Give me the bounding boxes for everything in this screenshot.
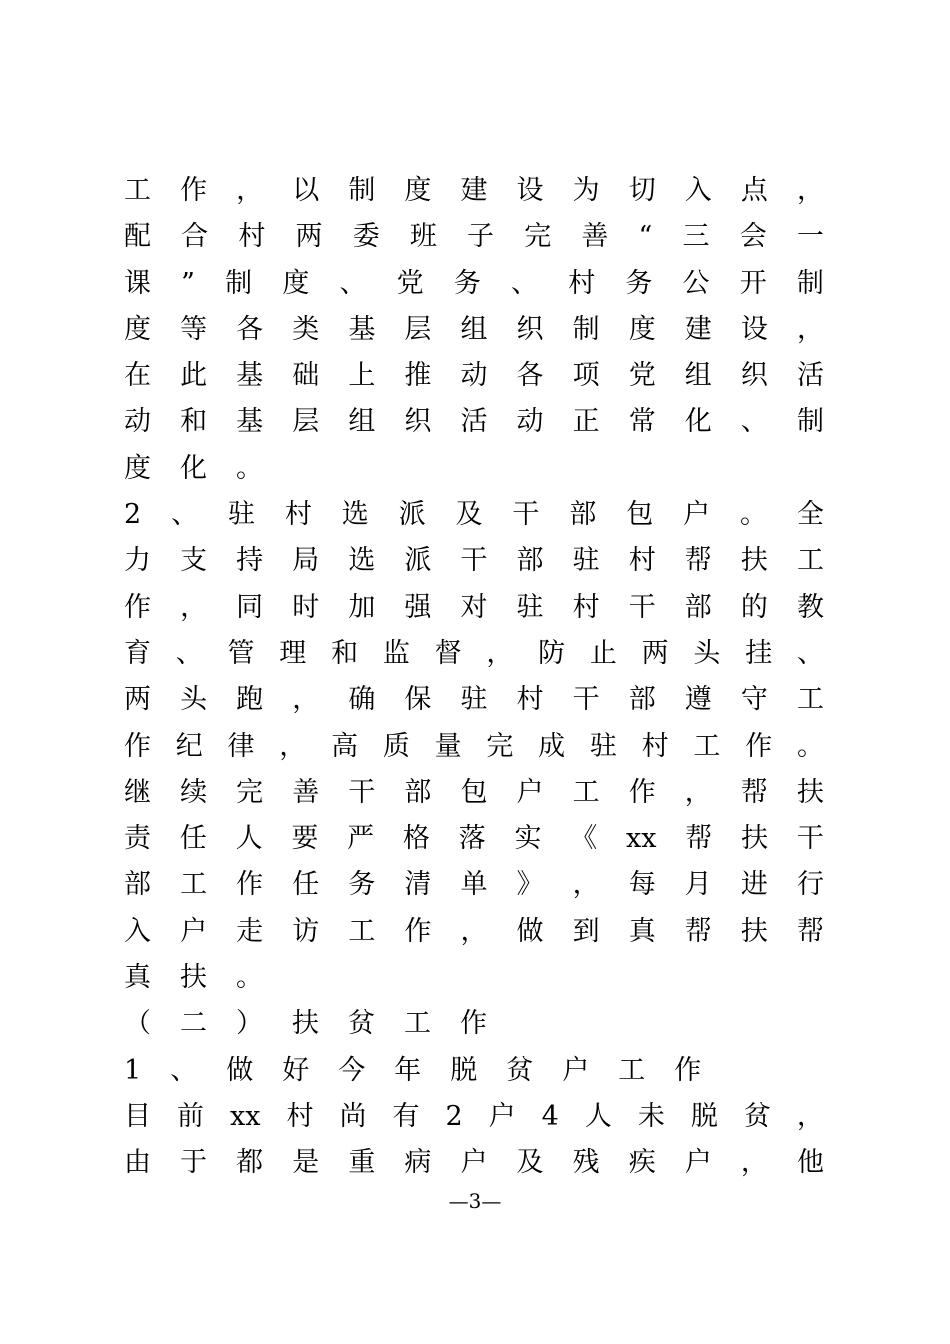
text-glyph: 户 [516, 776, 544, 808]
text-glyph: 务 [625, 267, 653, 299]
text-glyph: 设 [516, 175, 544, 206]
text-glyph: 理 [279, 637, 307, 669]
text-glyph: 层 [292, 406, 320, 438]
text-glyph: 组 [348, 406, 376, 438]
text-glyph: 子 [467, 221, 495, 253]
text-line [124, 724, 824, 770]
text-glyph: 推 [404, 360, 432, 392]
text-glyph: 合 [181, 221, 209, 253]
text-glyph: 作 [628, 776, 656, 808]
text-glyph: 教 [796, 591, 824, 623]
text-glyph: 干 [348, 776, 376, 808]
text-glyph: 防 [538, 637, 566, 669]
text-glyph: 贫 [348, 1008, 375, 1040]
text-glyph: 户 [180, 915, 208, 947]
text-glyph: ， [460, 915, 488, 947]
text-glyph: 帮 [685, 823, 713, 855]
text-glyph: 、 [171, 499, 199, 531]
text-glyph: 、 [511, 267, 539, 299]
text-glyph: 4 [541, 1100, 559, 1132]
text-glyph: 成 [538, 730, 566, 762]
text-glyph: 扶 [740, 545, 768, 577]
text-glyph: 点 [740, 175, 768, 206]
text-glyph: 委 [352, 221, 380, 253]
text-glyph: 工 [618, 1054, 646, 1086]
text-glyph: 活 [460, 406, 488, 438]
text-glyph: 基 [348, 313, 376, 345]
text-glyph: 保 [404, 684, 432, 716]
text-glyph: ， [684, 776, 712, 808]
text-glyph: 量 [434, 730, 462, 762]
text-line [124, 955, 824, 1001]
text-glyph: 作 [404, 915, 432, 947]
text-glyph: 今 [338, 1054, 366, 1086]
text-glyph: 止 [589, 637, 617, 669]
text-glyph: 扶 [741, 823, 769, 855]
text-glyph: （ [124, 1008, 151, 1040]
text-glyph: 走 [236, 915, 264, 947]
text-glyph: 、 [796, 637, 824, 669]
text-glyph: 工 [796, 545, 824, 577]
text-glyph: 工 [796, 684, 824, 716]
text-glyph: 访 [292, 915, 320, 947]
text-glyph: 驻 [589, 730, 617, 762]
text-glyph: 跑 [236, 684, 264, 716]
text-glyph: “ [638, 221, 653, 253]
text-glyph: ， [740, 1147, 768, 1179]
text-glyph: 工 [404, 1008, 431, 1040]
text-glyph: 党 [396, 267, 424, 299]
text-glyph: 严 [347, 823, 375, 855]
text-line [124, 446, 824, 492]
text-line [124, 631, 824, 677]
text-line [124, 353, 824, 399]
text-glyph: 村 [628, 545, 656, 577]
text-glyph: 帮 [740, 776, 768, 808]
text-glyph: 础 [292, 360, 320, 392]
text-glyph: 在 [124, 360, 151, 392]
text-glyph: 真 [124, 962, 151, 994]
text-glyph: 包 [460, 776, 488, 808]
text-glyph: 2 [124, 499, 142, 531]
text-glyph: 驻 [572, 545, 600, 577]
text-glyph: 质 [382, 730, 410, 762]
text-glyph: 班 [409, 221, 437, 253]
text-glyph: 前 [177, 1100, 204, 1132]
text-glyph: 和 [331, 637, 359, 669]
text-glyph: 动 [460, 360, 488, 392]
text-glyph: 部 [569, 499, 597, 531]
text-glyph: 实 [514, 823, 542, 855]
body-text [124, 168, 824, 1187]
text-glyph: 部 [684, 591, 712, 623]
text-glyph: 帮 [796, 915, 824, 947]
text-glyph: 时 [292, 591, 320, 623]
text-glyph: 各 [516, 360, 544, 392]
text-glyph: 任 [292, 869, 320, 901]
text-glyph: ， [279, 730, 307, 762]
text-glyph: 和 [180, 406, 208, 438]
text-line [124, 1001, 824, 1047]
text-glyph: 制 [572, 313, 600, 345]
text-glyph: 课 [124, 267, 151, 299]
text-glyph: 织 [740, 360, 768, 392]
text-glyph: 作 [745, 730, 773, 762]
text-glyph: 驻 [460, 684, 488, 716]
text-glyph: 守 [740, 684, 768, 716]
text-glyph: 及 [455, 499, 483, 531]
text-glyph: 单 [460, 869, 488, 901]
text-glyph: ， [796, 313, 824, 345]
text-glyph: 贫 [506, 1054, 534, 1086]
text-glyph: 每 [628, 869, 656, 901]
text-glyph: 作 [124, 591, 151, 623]
text-glyph: 开 [739, 267, 767, 299]
text-glyph: 工 [180, 869, 208, 901]
text-glyph: 选 [341, 499, 369, 531]
text-glyph: 三 [682, 221, 710, 253]
text-glyph: 项 [572, 360, 600, 392]
text-glyph: 公 [682, 267, 710, 299]
text-glyph: 部 [628, 684, 656, 716]
text-glyph: 督 [434, 637, 462, 669]
text-glyph: ， [486, 637, 514, 669]
text-glyph: 清 [404, 869, 432, 901]
text-glyph: 到 [572, 915, 600, 947]
text-glyph: 育 [124, 637, 151, 669]
text-line [124, 909, 824, 955]
text-glyph: 持 [236, 545, 264, 577]
text-glyph: 基 [236, 406, 264, 438]
text-glyph: ， [572, 869, 600, 901]
text-glyph: 完 [236, 776, 264, 808]
text-glyph: 头 [180, 684, 208, 716]
text-glyph: 配 [124, 221, 151, 253]
text-glyph: 于 [180, 1147, 208, 1179]
text-glyph: 律 [227, 730, 255, 762]
text-glyph: 驻 [227, 499, 255, 531]
text-glyph: 加 [348, 591, 376, 623]
text-glyph: 干 [628, 591, 656, 623]
text-glyph: 年 [394, 1054, 422, 1086]
text-glyph: 织 [516, 313, 544, 345]
text-glyph: 及 [516, 1147, 544, 1179]
text-glyph: 正 [572, 406, 600, 438]
text-line [124, 862, 824, 908]
text-glyph: 作 [236, 869, 264, 901]
text-glyph: 常 [628, 406, 656, 438]
text-glyph: 建 [460, 175, 488, 206]
text-glyph: 重 [348, 1147, 376, 1179]
text-glyph: 干 [796, 823, 824, 855]
text-glyph: 目 [124, 1100, 151, 1132]
text-glyph: 工 [693, 730, 721, 762]
text-glyph: 扶 [180, 962, 207, 994]
text-glyph: 基 [236, 360, 264, 392]
text-glyph: 》 [516, 869, 544, 901]
text-glyph: 层 [404, 313, 432, 345]
text-glyph: 度 [628, 313, 656, 345]
text-glyph: 继 [124, 776, 151, 808]
text-glyph: 化 [684, 406, 712, 438]
text-glyph: 2 [445, 1100, 463, 1132]
text-line [124, 1140, 824, 1186]
text-glyph: 部 [404, 776, 432, 808]
text-glyph: 派 [404, 545, 432, 577]
text-glyph: 帮 [684, 915, 712, 947]
text-glyph: ， [180, 591, 208, 623]
text-line [124, 1094, 824, 1140]
text-glyph: 、 [170, 1054, 198, 1086]
text-line [124, 538, 824, 584]
text-line [124, 261, 824, 307]
text-glyph: 扶 [740, 915, 768, 947]
text-glyph: 未 [637, 1100, 665, 1132]
text-glyph: 上 [348, 360, 376, 392]
text-glyph: ， [292, 684, 320, 716]
text-glyph: 月 [684, 869, 712, 901]
text-glyph: 《 [570, 823, 598, 855]
text-glyph: 责 [124, 823, 151, 855]
text-glyph: ” [181, 267, 195, 299]
text-glyph: 人 [235, 823, 263, 855]
text-glyph: 善 [292, 776, 320, 808]
text-glyph: 做 [226, 1054, 254, 1086]
text-glyph: 局 [292, 545, 320, 577]
text-glyph: 真 [628, 915, 656, 947]
text-glyph: 工 [572, 776, 600, 808]
text-glyph: 、 [175, 637, 203, 669]
text-glyph: 村 [572, 591, 600, 623]
text-glyph: 。 [236, 962, 263, 994]
text-glyph: 由 [124, 1147, 151, 1179]
text-glyph: ） [236, 1008, 263, 1040]
text-glyph: 病 [404, 1147, 432, 1179]
text-glyph: 脱 [690, 1100, 718, 1132]
text-glyph: 。 [796, 730, 824, 762]
text-glyph: 制 [796, 267, 824, 299]
text-glyph: 村 [284, 499, 312, 531]
text-glyph: 一 [796, 221, 824, 253]
text-line [124, 770, 824, 816]
text-glyph: 度 [124, 313, 151, 345]
text-glyph: 都 [236, 1147, 264, 1179]
text-glyph: 切 [628, 175, 656, 206]
text-glyph: 任 [179, 823, 207, 855]
text-glyph: 以 [292, 175, 320, 206]
text-line [124, 677, 824, 723]
text-glyph: 包 [626, 499, 654, 531]
text-glyph: 入 [124, 915, 151, 947]
text-glyph: 头 [693, 637, 721, 669]
text-glyph: xx [626, 823, 657, 855]
text-glyph: 帮 [684, 545, 712, 577]
text-glyph: 化 [180, 452, 207, 484]
text-glyph: 遵 [684, 684, 712, 716]
text-glyph: 二 [180, 1008, 207, 1040]
text-glyph: 、 [339, 267, 367, 299]
text-glyph: 脱 [450, 1054, 478, 1086]
text-glyph: 好 [282, 1054, 310, 1086]
text-glyph: ， [796, 1100, 824, 1132]
text-glyph: 户 [488, 1100, 516, 1132]
text-glyph: 动 [124, 406, 151, 438]
text-glyph: 部 [516, 545, 544, 577]
text-glyph: 驻 [516, 591, 544, 623]
text-glyph: 类 [292, 313, 320, 345]
text-glyph: 纪 [175, 730, 203, 762]
text-glyph: 监 [382, 637, 410, 669]
text-glyph: 度 [404, 175, 432, 206]
text-glyph: 行 [796, 869, 824, 901]
text-line [124, 307, 824, 353]
text-line [124, 585, 824, 631]
text-glyph: 完 [524, 221, 552, 253]
text-glyph: 户 [684, 1147, 712, 1179]
text-glyph: 扶 [796, 776, 824, 808]
text-glyph: 户 [460, 1147, 488, 1179]
text-glyph: 户 [562, 1054, 590, 1086]
text-glyph: 村 [238, 221, 266, 253]
text-glyph: 度 [282, 267, 310, 299]
text-glyph: 干 [460, 545, 488, 577]
text-glyph: 各 [236, 313, 264, 345]
text-glyph: 贫 [743, 1100, 771, 1132]
text-glyph: 1 [124, 1054, 142, 1086]
text-line [124, 816, 824, 862]
text-glyph: 户 [683, 499, 711, 531]
text-glyph: 对 [460, 591, 488, 623]
text-glyph: 动 [516, 406, 544, 438]
text-glyph: 、 [740, 406, 768, 438]
text-glyph: 同 [236, 591, 264, 623]
text-glyph: 选 [348, 545, 376, 577]
text-glyph: 挂 [745, 637, 773, 669]
text-glyph: 确 [348, 684, 376, 716]
text-glyph: 等 [180, 313, 208, 345]
text-line [124, 1048, 824, 1094]
text-glyph: ， [236, 175, 264, 206]
text-glyph: 活 [796, 360, 824, 392]
text-glyph: 务 [453, 267, 481, 299]
text-glyph: 工 [124, 175, 151, 206]
text-glyph: 务 [348, 869, 376, 901]
text-glyph: 两 [641, 637, 669, 669]
text-glyph: 村 [286, 1100, 314, 1132]
text-glyph: 的 [740, 591, 768, 623]
text-glyph: 度 [124, 452, 151, 484]
text-glyph: 人 [584, 1100, 612, 1132]
text-glyph: 村 [568, 267, 596, 299]
text-glyph: 为 [572, 175, 600, 206]
text-glyph: 两 [124, 684, 151, 716]
text-glyph: 干 [512, 499, 540, 531]
text-glyph: 制 [796, 406, 824, 438]
text-glyph: 制 [348, 175, 376, 206]
text-glyph: 要 [291, 823, 319, 855]
text-glyph: 有 [392, 1100, 420, 1132]
text-glyph: 力 [124, 545, 151, 577]
text-glyph: 两 [295, 221, 323, 253]
text-glyph: 是 [292, 1147, 320, 1179]
text-glyph: 善 [581, 221, 609, 253]
text-glyph: 做 [516, 915, 544, 947]
text-glyph: 村 [641, 730, 669, 762]
text-line [124, 168, 824, 214]
text-glyph: 扶 [292, 1008, 319, 1040]
text-glyph: 作 [460, 1008, 487, 1040]
text-glyph: 建 [684, 313, 712, 345]
text-glyph: 高 [331, 730, 359, 762]
text-glyph: 入 [684, 175, 712, 206]
text-glyph: 续 [180, 776, 208, 808]
text-glyph: 格 [402, 823, 430, 855]
text-glyph: 制 [225, 267, 253, 299]
text-glyph: 他 [796, 1147, 824, 1179]
text-glyph: 干 [572, 684, 600, 716]
text-glyph: 会 [739, 221, 767, 253]
text-glyph: 组 [460, 313, 488, 345]
text-glyph: 落 [458, 823, 486, 855]
text-glyph: 织 [404, 406, 432, 438]
text-glyph: ， [796, 175, 824, 206]
text-glyph: 党 [628, 360, 656, 392]
text-glyph: 全 [796, 499, 824, 531]
text-glyph: 。 [236, 452, 263, 484]
text-glyph: 完 [486, 730, 514, 762]
text-glyph: 设 [740, 313, 768, 345]
text-glyph: 进 [740, 869, 768, 901]
text-glyph: 疾 [628, 1147, 656, 1179]
text-glyph: 派 [398, 499, 426, 531]
text-glyph: 村 [516, 684, 544, 716]
text-glyph: xx [230, 1100, 261, 1132]
page-number: —3— [448, 1189, 502, 1213]
text-line [124, 492, 824, 538]
text-glyph: 作 [124, 730, 151, 762]
text-glyph: 作 [674, 1054, 702, 1086]
text-glyph: 尚 [339, 1100, 367, 1132]
text-glyph: 残 [572, 1147, 600, 1179]
text-glyph: 。 [739, 499, 767, 531]
text-glyph: 支 [180, 545, 208, 577]
text-glyph: 作 [180, 175, 208, 206]
text-glyph: 强 [404, 591, 432, 623]
text-glyph: 此 [180, 360, 208, 392]
text-line [124, 399, 824, 445]
text-glyph: 组 [684, 360, 712, 392]
text-line [124, 214, 824, 260]
text-glyph: 管 [227, 637, 255, 669]
text-glyph: 工 [348, 915, 376, 947]
text-glyph: 部 [124, 869, 151, 901]
